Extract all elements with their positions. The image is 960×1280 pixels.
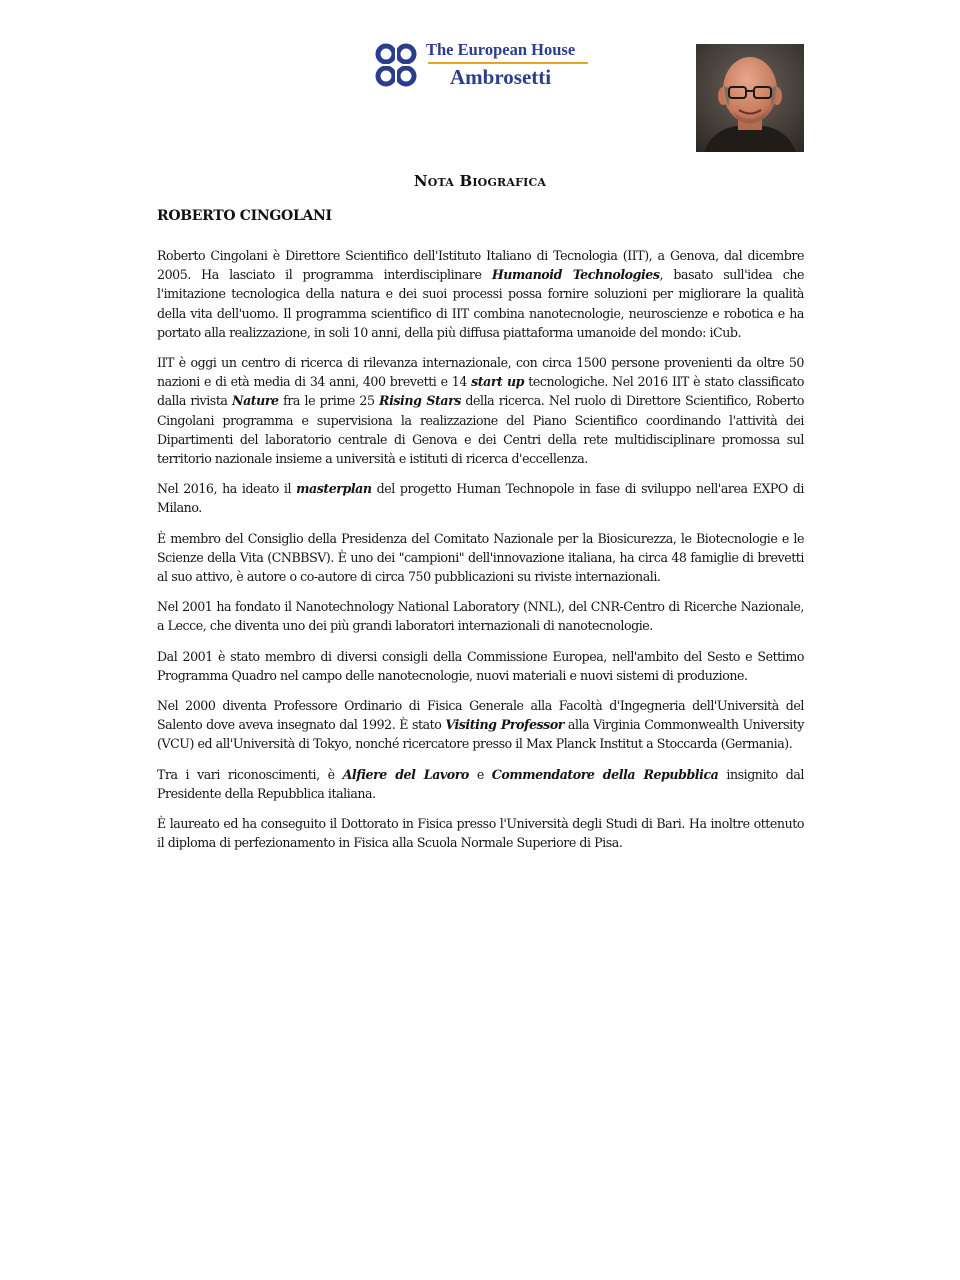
emphasis-text: Alfiere del Lavoro (342, 766, 469, 782)
paragraph-text: Nel 2000 diventa Professore Ordinario di Fisica Generale alla Facoltà d'Ingegneria dell'Università del Salento dove aveva insegnato dal 1992. È stato (157, 698, 804, 733)
emphasis-text: Visiting Professor (445, 717, 564, 733)
emphasis-text: Commendatore della Repubblica (491, 766, 719, 782)
emphasis-text: Rising Stars (379, 393, 461, 409)
paragraph-text: della ricerca. Nel ruolo di Direttore Scientifico, Roberto Cingolani programma e supervisiona la realizzazione del Piano Scientifico coordinando l'attività dei Dipartimenti del laboratorio centrale di Genova e dei Centri della rete multidisciplinare promossa sul territorio nazionale insieme a università e istituti di ricerca d'eccellenza. (157, 393, 804, 467)
paragraph-text: È laureato ed ha conseguito il Dottorato in Fisica presso l'Università degli Studi di Bari. Ha inoltre ottenuto il diploma di perfezionamento in Fisica alla Scuola Normale Superiore di Pisa. (157, 816, 804, 851)
emphasis-text: Nature (232, 393, 279, 409)
paragraph-text: insignito dal Presidente della Repubblica italiana. (157, 766, 804, 801)
logo-title-line1: The European House (426, 40, 576, 59)
emphasis-text: start up (471, 374, 525, 390)
emphasis-text: masterplan (296, 481, 372, 497)
portrait-photo (696, 44, 804, 152)
biography-paragraph (157, 647, 804, 685)
paragraph-text: È membro del Consiglio della Presidenza del Comitato Nazionale per la Biosicurezza, le Biotecnologie e le Scienze della Vita (CNBBSV). È uno dei "campioni" dell'innovazione italiana, ha circa 48 famiglie di brevetti al suo attivo, è autore o co-autore di circa 750 pubblicazioni su riviste internazionali. (157, 530, 804, 585)
ambrosetti-logo-icon (372, 42, 422, 88)
paragraph-text: , basato sull'idea che l'imitazione tecnologica della natura e dei suoi processi possa fornire soluzioni per migliorare la qualità della vita dell'uomo. Il programma scientifico di IIT combina nanotecnologie, neuroscienze e robotica e ha portato alla realizzazione, in soli 10 anni, della più diffusa piattaforma umanoide del mondo: iCub. (157, 267, 804, 340)
biography-paragraph (157, 765, 804, 803)
biography-paragraph (157, 814, 804, 852)
biography-paragraph (157, 246, 804, 342)
paragraph-text: tecnologiche. Nel 2016 IIT è stato classificato dalla rivista (157, 374, 804, 409)
person-name: ROBERTO CINGOLANI (157, 208, 332, 224)
paragraph-text: Nel 2001 ha fondato il Nanotechnology National Laboratory (NNL), del CNR-Centro di Ricerche Nazionale, a Lecce, che diventa uno dei più grandi laboratori internazionali di nanotecnologie. (157, 599, 804, 634)
biography-paragraph (157, 353, 804, 468)
paragraph-text: Nel 2016, ha ideato il (157, 481, 297, 497)
paragraph-text: del progetto Human Technopole in fase di sviluppo nell'area EXPO di Milano. (157, 481, 804, 516)
emphasis-text: Humanoid Technologies (491, 267, 660, 283)
biography-body (157, 246, 804, 863)
portrait-image (696, 44, 804, 152)
biography-paragraph (157, 479, 804, 517)
paragraph-text: Dal 2001 è stato membro di diversi consigli della Commissione Europea, nell'ambito del Sesto e Settimo Programma Quadro nel campo delle nanotecnologie, nuovi materiali e nuovi sistemi di produzione. (157, 648, 804, 683)
logo-divider (428, 62, 588, 64)
logo-title-line2: Ambrosetti (450, 65, 552, 89)
paragraph-text: fra le prime 25 (278, 393, 380, 409)
company-logo (372, 38, 602, 98)
biography-paragraph (157, 696, 804, 754)
paragraph-text: Tra i vari riconoscimenti, è (157, 766, 343, 782)
paragraph-text: alla Virginia Commonwealth University (VCU) ed all'Università di Tokyo, nonché ricercatore presso il Max Planck Institut a Stoccarda (Germania). (157, 717, 804, 752)
document-heading: Nota Biografica (413, 172, 547, 190)
paragraph-text: Roberto Cingolani è Direttore Scientifico dell'Istituto Italiano di Tecnologia (IIT), a Genova, dal dicembre 2005. Ha lasciato il programma interdisciplinare (157, 248, 804, 283)
paragraph-text: IIT è oggi un centro di ricerca di rilevanza internazionale, con circa 1500 persone provenienti da oltre 50 nazioni e di età media di 34 anni, 400 brevetti e 14 (157, 355, 804, 390)
biography-paragraph (157, 597, 804, 635)
biography-paragraph (157, 529, 804, 587)
paragraph-text: e (468, 766, 492, 782)
